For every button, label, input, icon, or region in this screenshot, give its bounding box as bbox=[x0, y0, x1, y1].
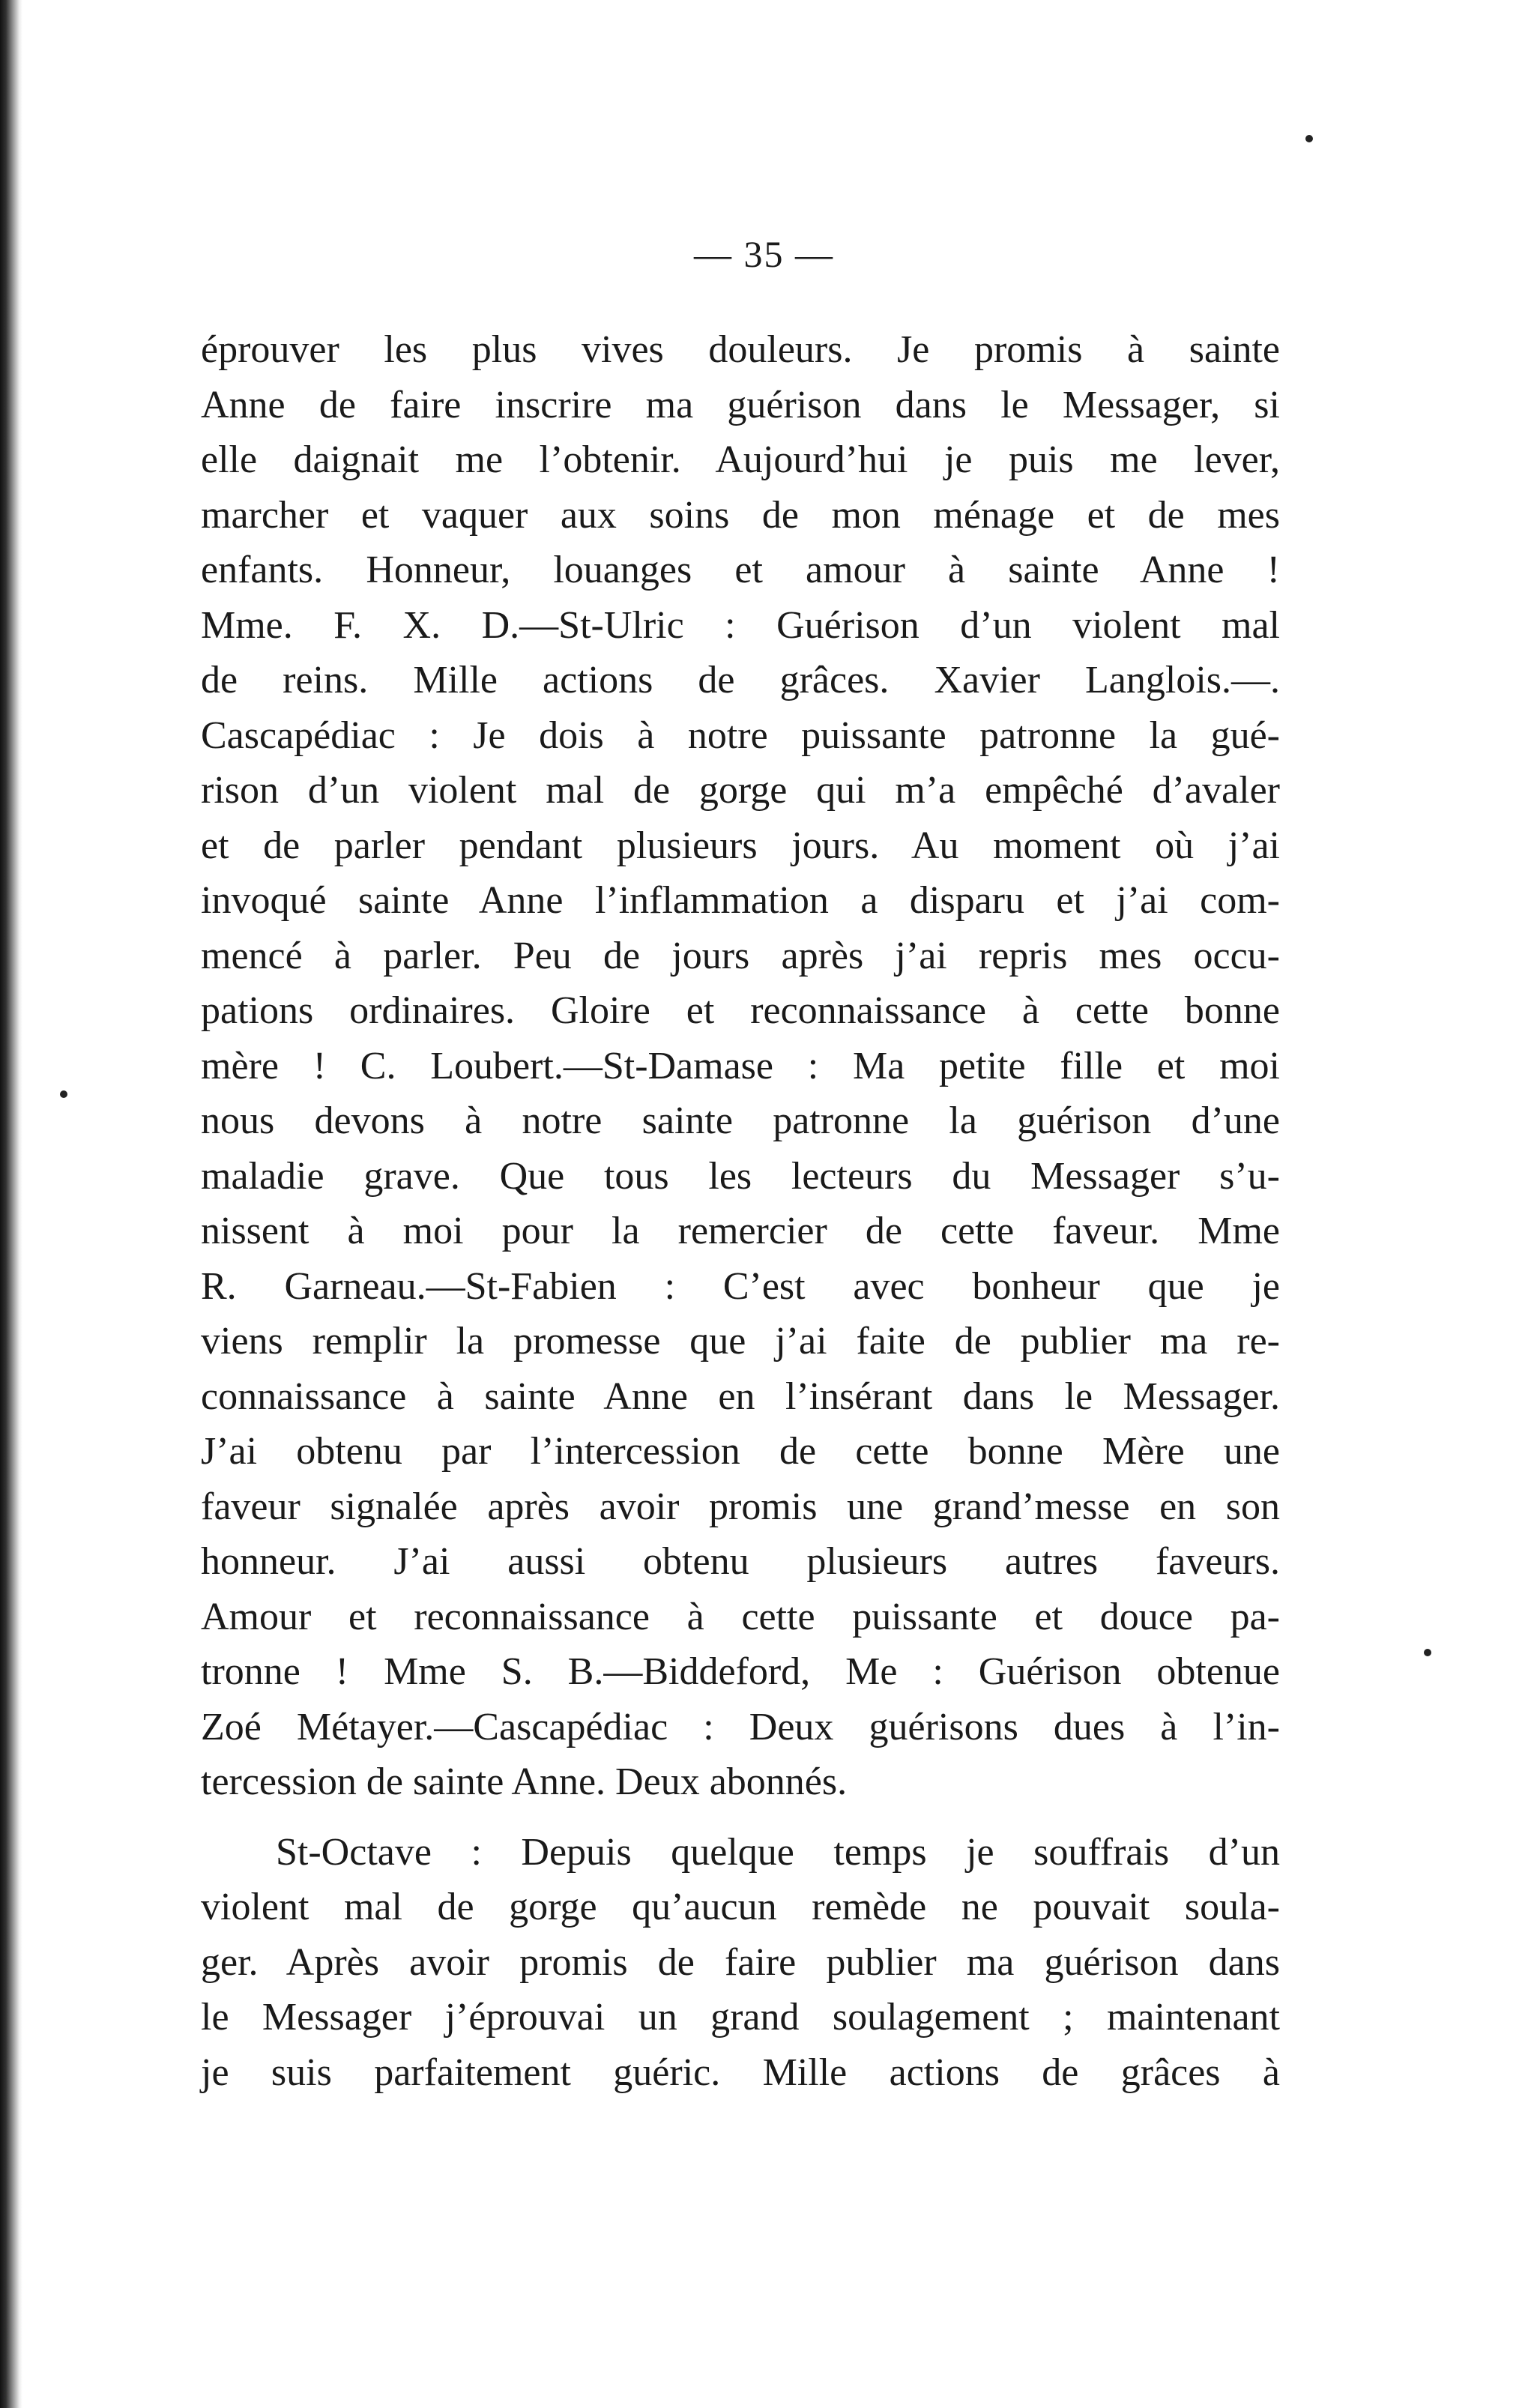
print-speck bbox=[60, 1090, 67, 1098]
text-line: violent mal de gorge qu’aucun remède ne pouvait soula- bbox=[201, 1886, 1280, 1928]
text-line: R. Garneau.—St-Fabien : C’est avec bonheur que je bbox=[201, 1264, 1280, 1308]
text-line: St-Octave : Depuis quelque temps je souffrais d’un bbox=[276, 1830, 1280, 1874]
text-line: de reins. Mille actions de grâces. Xavier Langlois.—. bbox=[201, 659, 1280, 701]
text-line: maladie grave. Que tous les lecteurs du Messager s’u- bbox=[201, 1154, 1280, 1198]
print-speck bbox=[1424, 1649, 1431, 1656]
text-line: honneur. J’ai aussi obtenu plusieurs autres faveurs. bbox=[201, 1540, 1280, 1583]
text-line: rison d’un violent mal de gorge qui m’a empêché d’avaler bbox=[201, 769, 1280, 812]
text-line: J’ai obtenu par l’intercession de cette bonne Mère une bbox=[201, 1430, 1280, 1473]
text-line: Anne de faire inscrire ma guérison dans le Messager, si bbox=[201, 383, 1280, 426]
text-line: connaissance à sainte Anne en l’insérant dans le Messager. bbox=[201, 1375, 1280, 1418]
text-line: Amour et reconnaissance à cette puissante et douce pa- bbox=[201, 1595, 1280, 1638]
text-line: Cascapédiac : Je dois à notre puissante patronne la gué- bbox=[201, 713, 1280, 757]
text-line: tronne ! Mme S. B.—Biddeford, Me : Guérison obtenue bbox=[201, 1650, 1280, 1693]
text-line: mencé à parler. Peu de jours après j’ai repris mes occu- bbox=[201, 934, 1280, 977]
text-line: tercession de sainte Anne. Deux abonnés. bbox=[201, 1760, 848, 1803]
text-line: Mme. F. X. D.—St-Ulric : Guérison d’un violent mal bbox=[201, 603, 1280, 647]
text-line: éprouver les plus vives douleurs. Je promis à sainte bbox=[201, 328, 1280, 371]
text-line: et de parler pendant plusieurs jours. Au moment où j’ai bbox=[201, 824, 1280, 867]
text-line: enfants. Honneur, louanges et amour à sainte Anne ! bbox=[201, 549, 1280, 591]
text-line: mère ! C. Loubert.—St-Damase : Ma petite fille et moi bbox=[201, 1044, 1280, 1087]
text-line: viens remplir la promesse que j’ai faite de publier ma re- bbox=[201, 1320, 1280, 1363]
print-speck bbox=[1305, 135, 1313, 142]
text-line: invoqué sainte Anne l’inflammation a disparu et j’ai com- bbox=[201, 879, 1280, 922]
text-line: marcher et vaquer aux soins de mon ménage et de mes bbox=[201, 493, 1280, 537]
text-line: Zoé Métayer.—Cascapédiac : Deux guérisons dues à l’in- bbox=[201, 1705, 1280, 1748]
text-line: faveur signalée après avoir promis une grand’messe en son bbox=[201, 1485, 1280, 1528]
text-line: nous devons à notre sainte patronne la guérison d’une bbox=[201, 1099, 1280, 1142]
text-line: pations ordinaires. Gloire et reconnaissance à cette bonne bbox=[201, 989, 1280, 1032]
text-line: je suis parfaitement guéric. Mille actions de grâces à bbox=[201, 2051, 1280, 2094]
text-line: le Messager j’éprouvai un grand soulagement ; maintenant bbox=[201, 1996, 1280, 2039]
paragraph bbox=[201, 1825, 1280, 2101]
paragraph bbox=[201, 322, 1280, 1810]
page-number: — 35 — bbox=[694, 233, 834, 275]
page-binding-edge bbox=[0, 0, 22, 2408]
text-line: nissent à moi pour la remercier de cette faveur. Mme bbox=[201, 1210, 1280, 1252]
body-text bbox=[201, 322, 1280, 2100]
paragraph-gap bbox=[201, 1810, 1280, 1825]
text-line: elle daignait me l’obtenir. Aujourd’hui je puis me lever, bbox=[201, 438, 1280, 481]
text-line: ger. Après avoir promis de faire publier ma guérison dans bbox=[201, 1940, 1280, 1984]
